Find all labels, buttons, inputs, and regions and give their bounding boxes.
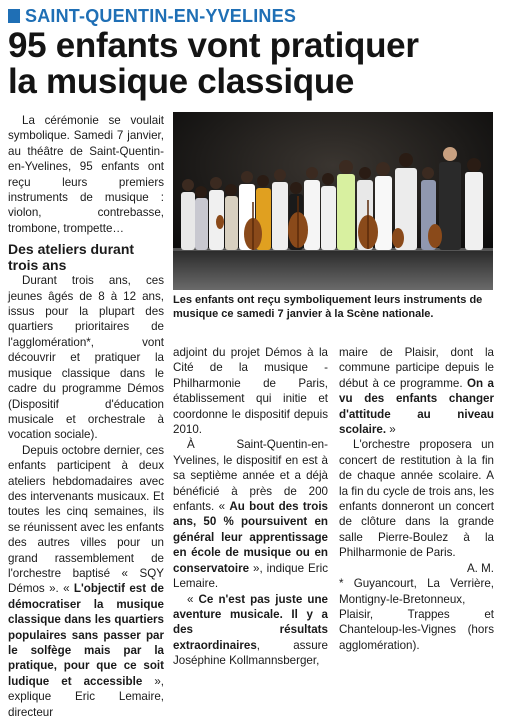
intro-paragraph: La cérémonie se voulait symbolique. Samedi 7 janvier, au théâtre de Saint-Quentin-en-Yvelines, 95 enfants ont reçu leurs premiers instruments de musique : violon, contrebasse, trombone, trompette… <box>8 114 164 235</box>
headline-line-2: la musique classique <box>8 62 355 101</box>
headline-line-1: 95 enfants vont pratiquer <box>8 26 419 65</box>
col2-paragraph-2: À Saint-Quentin-en-Yvelines, le dispositif en est à sa septième année et a déjà bénéficié à près de 200 enfants. « Au bout des trois ans, 50 % poursuivent en général leur apprentissage en école de musique ou en conservatoire », indique Eric Lemaire. <box>173 438 328 591</box>
col2-paragraph-3: « Ce n'est pas juste une aventure musicale. Il y a des résultats extraordinaires, assure Joséphine Kollmannsberger, <box>173 592 328 668</box>
column-1 <box>8 113 164 720</box>
footnote: * Guyancourt, La Verrière, Montigny-le-Bretonneux, Plaisir, Trappes et Chanteloup-les-Vignes (hors agglomération). <box>339 577 494 652</box>
kicker-label: SAINT-QUENTIN-EN-YVELINES <box>25 5 297 26</box>
subheading: Des ateliers durant trois ans <box>8 241 135 274</box>
photo-caption: Les enfants ont reçu symboliquement leurs instruments de musique ce samedi 7 janvier à la Scène nationale. <box>173 294 483 320</box>
col3-paragraph-2: L'orchestre proposera un concert de restitution à la fin de chaque année scolaire. A la fin du cycle de trois ans, les enfants donneront un concert de clôture dans la grande salle Pierre-Boulez à la Philharmonie de Paris. <box>339 438 494 560</box>
col1-paragraph-1: Durant trois ans, ces jeunes âgés de 8 à 12 ans, issus pour la plupart des quartiers prioritaires de l'agglomération*, vont découvrir et pratiquer la musique classique dans le cadre du programme Démos (Dispositif d'éducation musicale et orchestrale à vocation sociale). <box>8 274 164 442</box>
headline <box>8 28 523 100</box>
column-2 <box>173 345 328 669</box>
concert-photo <box>173 112 493 290</box>
kicker-square-icon <box>8 9 20 23</box>
section-kicker <box>8 6 296 26</box>
column-3 <box>339 345 494 653</box>
col3-paragraph-1: maire de Plaisir, dont la commune participe depuis le début à ce programme. On a vu des enfants changer d'attitude au niveau scolaire. » <box>339 346 494 437</box>
col2-paragraph-1: adjoint du projet Démos à la Cité de la musique - Philharmonie de Paris, établissement qui initie et coordonne le dispositif depuis 2010. <box>173 346 328 437</box>
col1-paragraph-2: Depuis octobre dernier, ces enfants participent à deux ateliers hebdomadaires avec des intervenants musicaux. Et toutes les cinq semaines, ils se réunissent avec les enfants des autres villes pour un grand rassemblement de l'orchestre baptisé « SQY Démos ». « L'objectif est de démocratiser la musique classique dans les quartiers populaires sans passer par le solfège mais par la pratique, pour que ce soit ludique et accessible », explique Eric Lemaire, directeur <box>8 443 164 719</box>
author-signature: A. M. <box>466 561 494 575</box>
